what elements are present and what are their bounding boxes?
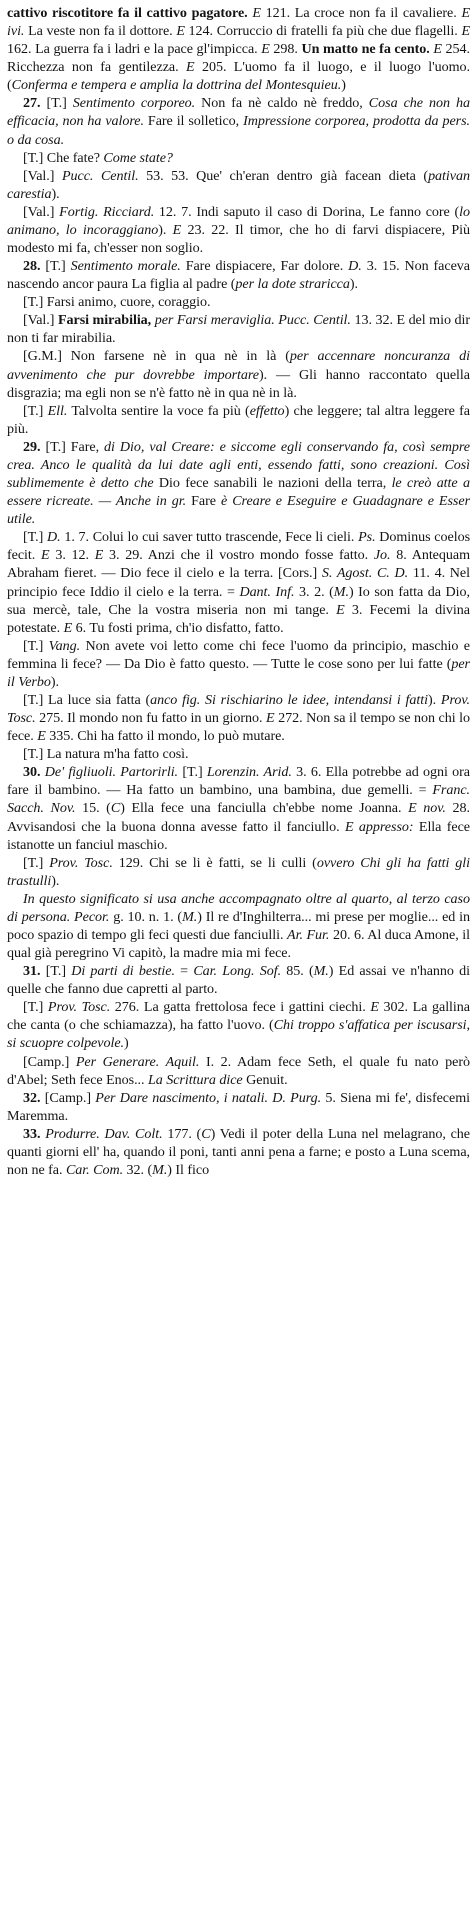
text-run: [T.] La luce sia fatta ( — [23, 691, 151, 708]
text-run: Non avete voi letto come chi fece l'uomo da principio, maschio e femmina li fece? — Da Dio è fatto questo. — Tutte le cose sono per lui fatte ( — [7, 637, 470, 672]
text-run: [T.] — [23, 854, 50, 871]
text-run: 162. La guerra fa i ladri e la pace gl'impicca. — [7, 41, 262, 58]
italic-text-run: La Scrittura dice — [147, 1071, 243, 1088]
text-run: 32. ( — [123, 1162, 153, 1178]
text-run: Dominus coelos fecit. — [7, 529, 471, 564]
text-run: [T.] Farsi animo, cuore, coraggio. — [23, 294, 211, 311]
text-run: [Val.] — [23, 312, 58, 329]
text-run: ) Io son fatta da Dio, sua mercè, tale, Che la vostra miseria non mi tange. — [7, 583, 470, 618]
bold-text-run: Farsi mirabilia, — [57, 312, 152, 329]
entry-paragraph — [7, 745, 470, 763]
bold-text-run: 31. — [23, 963, 41, 980]
italic-text-run: E — [266, 710, 275, 727]
italic-text-run: M. — [333, 583, 349, 600]
entry-paragraph — [7, 149, 470, 167]
text-run: 3. 6. Ella potrebbe ad ogni ora fare il bambino. — Ha fatto un bambino, una bambina, due gemelli. = — [7, 764, 470, 799]
text-run: [T.] — [40, 95, 73, 112]
text-run: Fare il solletico, — [143, 113, 244, 130]
italic-text-run: E — [433, 41, 442, 58]
text-run: 3. 12. — [49, 547, 95, 564]
italic-text-run: Prov. Tosc. — [7, 691, 470, 727]
text-run: 5. Siena mi fe', disfecemi Maremma. — [7, 1089, 470, 1124]
italic-text-run: Conferma e tempera e amplia la dottrina del Montesquieu. — [11, 77, 342, 94]
text-run: [T.] — [23, 637, 49, 654]
italic-text-run: Lorenzin. Arid. — [206, 764, 292, 781]
text-run: Fare dispiacere, Far dolore. — [180, 258, 349, 275]
italic-text-run: per accennare noncuranza di avvenimento che pur dovrebbe importare — [7, 348, 470, 383]
text-run: 28. Avvisandosi che la buona donna avesse fatto il fanciullo. — [7, 800, 470, 835]
italic-text-run: E — [94, 547, 104, 564]
entry-paragraph — [7, 257, 470, 293]
italic-text-run: E appresso: — [344, 818, 414, 835]
italic-text-run: per il Verbo — [7, 655, 470, 690]
italic-text-run: Cosa che non ha efficacia, non ha valore. — [7, 95, 470, 130]
entry-paragraph — [7, 438, 470, 528]
italic-text-run: Ps. — [358, 529, 376, 546]
italic-text-run: Sentimento corporeo. — [72, 95, 196, 112]
entry-paragraph — [7, 528, 470, 636]
text-run: 12. 7. Indi saputo il caso di Dorina, Le fanno core ( — [154, 203, 460, 220]
italic-text-run: De' figliuoli. Partorirli. — [44, 764, 179, 781]
italic-text-run: Di parti di bestie. — [71, 963, 175, 980]
text-run: 129. Chi se li è fatti, se li culli ( — [112, 854, 317, 871]
bold-text-run: 30. — [23, 764, 41, 781]
entry-paragraph — [7, 94, 470, 148]
entry-paragraph — [7, 691, 470, 745]
text-run: 20. 6. Al duca Amone, il qual già peregrino Vi capitò, la madre mia mi fece. — [7, 926, 470, 962]
italic-text-run: Vang. — [48, 637, 81, 654]
bold-text-run: cattivo riscotitore fa il cattivo pagatore. — [7, 5, 248, 21]
italic-text-run: Come state? — [103, 149, 173, 166]
italic-text-run: per la dote straricca — [235, 276, 350, 293]
italic-text-run: C — [110, 800, 121, 817]
text-run: ). — [50, 673, 59, 690]
text-run: Non fa nè caldo nè freddo, — [195, 95, 369, 112]
text-run: I. 2. Adam fece Seth, el quale fu nato però d'Abel; Seth fece Enos... — [7, 1053, 470, 1088]
entry-paragraph — [7, 763, 470, 853]
entry-paragraph — [7, 1053, 470, 1089]
text-run: 205. L'uomo fa il luogo, e il luogo l'uomo. ( — [7, 59, 470, 94]
italic-text-run: D. — [47, 529, 61, 546]
bold-text-run: Un matto ne fa cento. — [301, 41, 430, 58]
italic-text-run: S. Agost. C. D. — [321, 565, 409, 582]
entry-paragraph — [7, 293, 470, 311]
italic-text-run: anco fig. Si rischiarino le idee, intendansi i fatti — [150, 691, 428, 708]
italic-text-run: Dant. Inf. — [239, 583, 295, 600]
text-run: 85. ( — [281, 963, 314, 980]
text-run: ) Ed assai ve n'hanno di quelle che fanno due capretti al parto. — [7, 963, 470, 998]
italic-text-run: per Farsi meraviglia. Pucc. Centil. — [154, 312, 351, 329]
text-run: ). — [51, 872, 60, 889]
italic-text-run: E — [252, 5, 261, 21]
entry-paragraph — [7, 1125, 470, 1179]
text-run: 53. 53. Que' ch'eran dentro già facean dieta ( — [138, 167, 429, 184]
text-run: [T.] — [40, 258, 71, 275]
italic-text-run: Chi troppo s'affatica per iscusarsi, si scuopre colpevole. — [7, 1017, 470, 1052]
entry-paragraph — [7, 962, 470, 998]
italic-text-run: E — [370, 999, 379, 1016]
text-run: La veste non fa il dottore. — [24, 23, 177, 40]
italic-text-run: Car. Long. Sof. — [193, 963, 282, 980]
text-run: 1. 7. Colui lo cui saver tutto trascende, Fece li cieli. — [60, 529, 359, 546]
italic-text-run: E — [185, 59, 195, 76]
text-run: [Val.] — [23, 167, 62, 184]
italic-text-run: effetto — [249, 402, 285, 419]
entry-paragraph — [7, 167, 470, 203]
text-run: [T.] — [23, 999, 48, 1016]
text-run: 23. 22. Il timor, che ho di farvi dispiacere, Più modesto mi fa, ch'esser non soglio. — [7, 221, 471, 257]
text-run: Talvolta sentire la voce fa più ( — [67, 402, 250, 419]
text-run: 302. La gallina che canta (o che schiamazza), ha fatto l'uovo. ( — [7, 999, 470, 1034]
entry-paragraph — [7, 347, 470, 401]
italic-text-run: Prov. Tosc. — [49, 854, 113, 871]
bold-text-run: 33. — [23, 1125, 41, 1142]
italic-text-run: E — [172, 221, 182, 238]
text-run: ). — [428, 691, 441, 708]
entry-paragraph — [7, 890, 470, 962]
italic-text-run: le creò atte a essere ricreate. — Anche in gr. — [7, 475, 470, 510]
italic-text-run: ovvero Chi gli ha fatti gli trastulli — [7, 854, 470, 889]
text-run: [Camp.] — [40, 1089, 96, 1106]
italic-text-run: E — [461, 23, 470, 40]
italic-text-run: E nov. — [408, 800, 446, 817]
text-run: 124. Corruccio di fratelli fa più che due flagelli. — [184, 23, 462, 40]
italic-text-run: Prov. Tosc. — [47, 999, 111, 1016]
italic-text-run: Jo. — [373, 547, 391, 564]
italic-text-run: C — [201, 1125, 211, 1142]
italic-text-run: M. — [313, 963, 329, 980]
italic-text-run: E — [336, 601, 345, 618]
italic-text-run: Produrre. Dav. Colt. — [45, 1125, 163, 1142]
italic-text-run: Ar. Fur. — [287, 926, 330, 943]
text-run: ). — Gli hanno raccontato quella disgrazia; ma egli non se n'è fatto nè in qua nè in là. — [7, 366, 470, 401]
entry-paragraph — [7, 402, 470, 438]
text-run: ) Il re d'Inghilterra... mi prese per moglie... ed in poco spazio di tempo gli feci questi due fanciulli. — [7, 908, 470, 943]
text-run: [T.] — [23, 402, 48, 419]
italic-text-run: è Creare e Eseguire e Guadagnare e Esser utile. — [7, 493, 470, 528]
italic-text-run: pativan carestia — [7, 167, 470, 202]
italic-text-run: M. — [152, 1162, 168, 1178]
italic-text-run: D. — [348, 258, 362, 275]
text-run: 254. Ricchezza non fa gentilezza. — [7, 41, 470, 76]
text-run: [T.] Che fate? — [23, 149, 104, 166]
italic-text-run: di Dio, val Creare: e siccome egli conservando fa, così sempre crea. Anco le qualità da lui date agli enti, essendo fatti, sono creazioni. Così sublimemente è detto che — [7, 438, 470, 492]
text-run: Genuit. — [242, 1071, 288, 1088]
italic-text-run: E ivi. — [7, 5, 470, 40]
text-run: [T.] — [40, 963, 72, 980]
text-run: 11. 4. Nel principio fece Iddio il cielo e la terra. = — [7, 565, 470, 600]
bold-text-run: 28. — [23, 258, 41, 275]
text-run: 3. 2. ( — [294, 583, 334, 600]
text-run: ) che leggere; tal altra leggere fa più. — [7, 402, 470, 437]
text-run: Fare — [186, 493, 221, 510]
text-run: g. 10. n. 1. ( — [109, 908, 183, 925]
text-run: 3. 29. Anzi che il vostro mondo fosse fatto. — [103, 547, 374, 564]
text-run: = — [174, 963, 194, 980]
italic-text-run: Pucc. Centil. — [61, 167, 139, 184]
text-run: ) Il fico — [167, 1162, 210, 1178]
text-run: 275. Il mondo non fu fatto in un giorno. — [35, 710, 266, 727]
text-run: 3. Fecemi la divina potestate. — [7, 601, 470, 636]
text-run: 6. Tu fosti prima, ch'io disfatto, fatto. — [72, 619, 284, 636]
text-run: Ella fece istanotte un fanciul maschio. — [7, 818, 471, 853]
text-run: [G.M.] Non farsene nè in qua nè in là ( — [23, 348, 290, 365]
bold-text-run: 29. — [23, 438, 41, 455]
italic-text-run: Sentimento morale. — [70, 258, 181, 275]
italic-text-run: Per Dare nascimento, i natali. D. Purg. — [95, 1089, 322, 1106]
italic-text-run: M. — [182, 908, 198, 925]
text-run: 298. — [269, 41, 302, 58]
italic-text-run: Ell. — [47, 402, 68, 419]
text-run: [T.] Fare, — [40, 438, 105, 455]
text-run: ). — [51, 185, 60, 202]
entry-paragraph — [7, 1089, 470, 1125]
entry-paragraph — [7, 854, 470, 890]
italic-text-run: Per Generare. Aquil. — [75, 1053, 200, 1070]
bold-text-run: 32. — [23, 1089, 41, 1106]
text-run: [Camp.] — [23, 1053, 76, 1070]
italic-text-run: E — [41, 547, 50, 564]
text-run: 15. ( — [75, 800, 111, 817]
text-run: 3. 15. Non faceva nascendo ancor paura La figlia al padre ( — [7, 258, 470, 293]
text-run: [T.] — [23, 529, 47, 546]
italic-text-run: Fortig. Ricciard. — [59, 203, 155, 220]
italic-text-run: E — [176, 23, 185, 40]
text-run: 13. 32. E del mio dir non ti far mirabilia. — [7, 312, 470, 347]
bold-text-run: 27. — [23, 95, 41, 112]
italic-text-run: E — [37, 728, 46, 745]
text-run: 335. Chi ha fatto il mondo, lo può mutare. — [45, 728, 285, 745]
italic-text-run: Car. Com. — [65, 1162, 124, 1178]
entry-paragraph — [7, 311, 470, 347]
italic-text-run: Franc. Sacch. Nov. — [7, 782, 470, 817]
text-run: [T.] La natura m'ha fatto così. — [23, 746, 189, 763]
italic-text-run: E — [261, 41, 270, 58]
entry-paragraph — [7, 203, 470, 257]
entry-paragraph — [7, 998, 470, 1052]
text-run: ) Vedi il poter della Luna nel melagrano, che quanti giorni ell' ha, quando il poni, tanti anni pena a farne; e posto a Luna scema, non ne fa. — [7, 1125, 470, 1178]
text-run: 121. La croce non fa il cavaliere. — [260, 5, 462, 21]
text-run: 177. ( — [162, 1125, 202, 1142]
italic-text-run: lo animano, lo incoraggiano — [7, 203, 471, 238]
italic-text-run: In questo significato si usa anche accompagnato oltre al quarto, al terzo caso di persona. Pecor. — [7, 890, 470, 925]
text-run: [Val.] — [23, 203, 60, 220]
text-run: Dio fece sanabili le nazioni della terra, — [153, 475, 392, 492]
text-run: 276. La gatta frettolosa fece i gattini ciechi. — [110, 999, 371, 1016]
text-run: [T.] — [178, 764, 207, 781]
text-run: ) Ella fece una fanciulla ch'ebbe nome Joanna. — [120, 800, 409, 817]
italic-text-run: Impressione corporea, prodotta da pers. o da cosa. — [7, 113, 470, 148]
text-run: ) — [124, 1035, 129, 1052]
text-run: 272. Non sa il tempo se non chi lo fece. — [7, 710, 470, 745]
text-run: ) — [341, 77, 346, 94]
text-run: 8. Antequam Abraham fieret. — Dio fece il cielo e la terra. [Cors.] — [7, 547, 470, 582]
text-run: ). — [349, 276, 358, 293]
text-run: ). — [158, 221, 173, 238]
italic-text-run: E — [63, 619, 73, 636]
entry-paragraph — [7, 4, 470, 94]
entry-paragraph — [7, 637, 470, 691]
